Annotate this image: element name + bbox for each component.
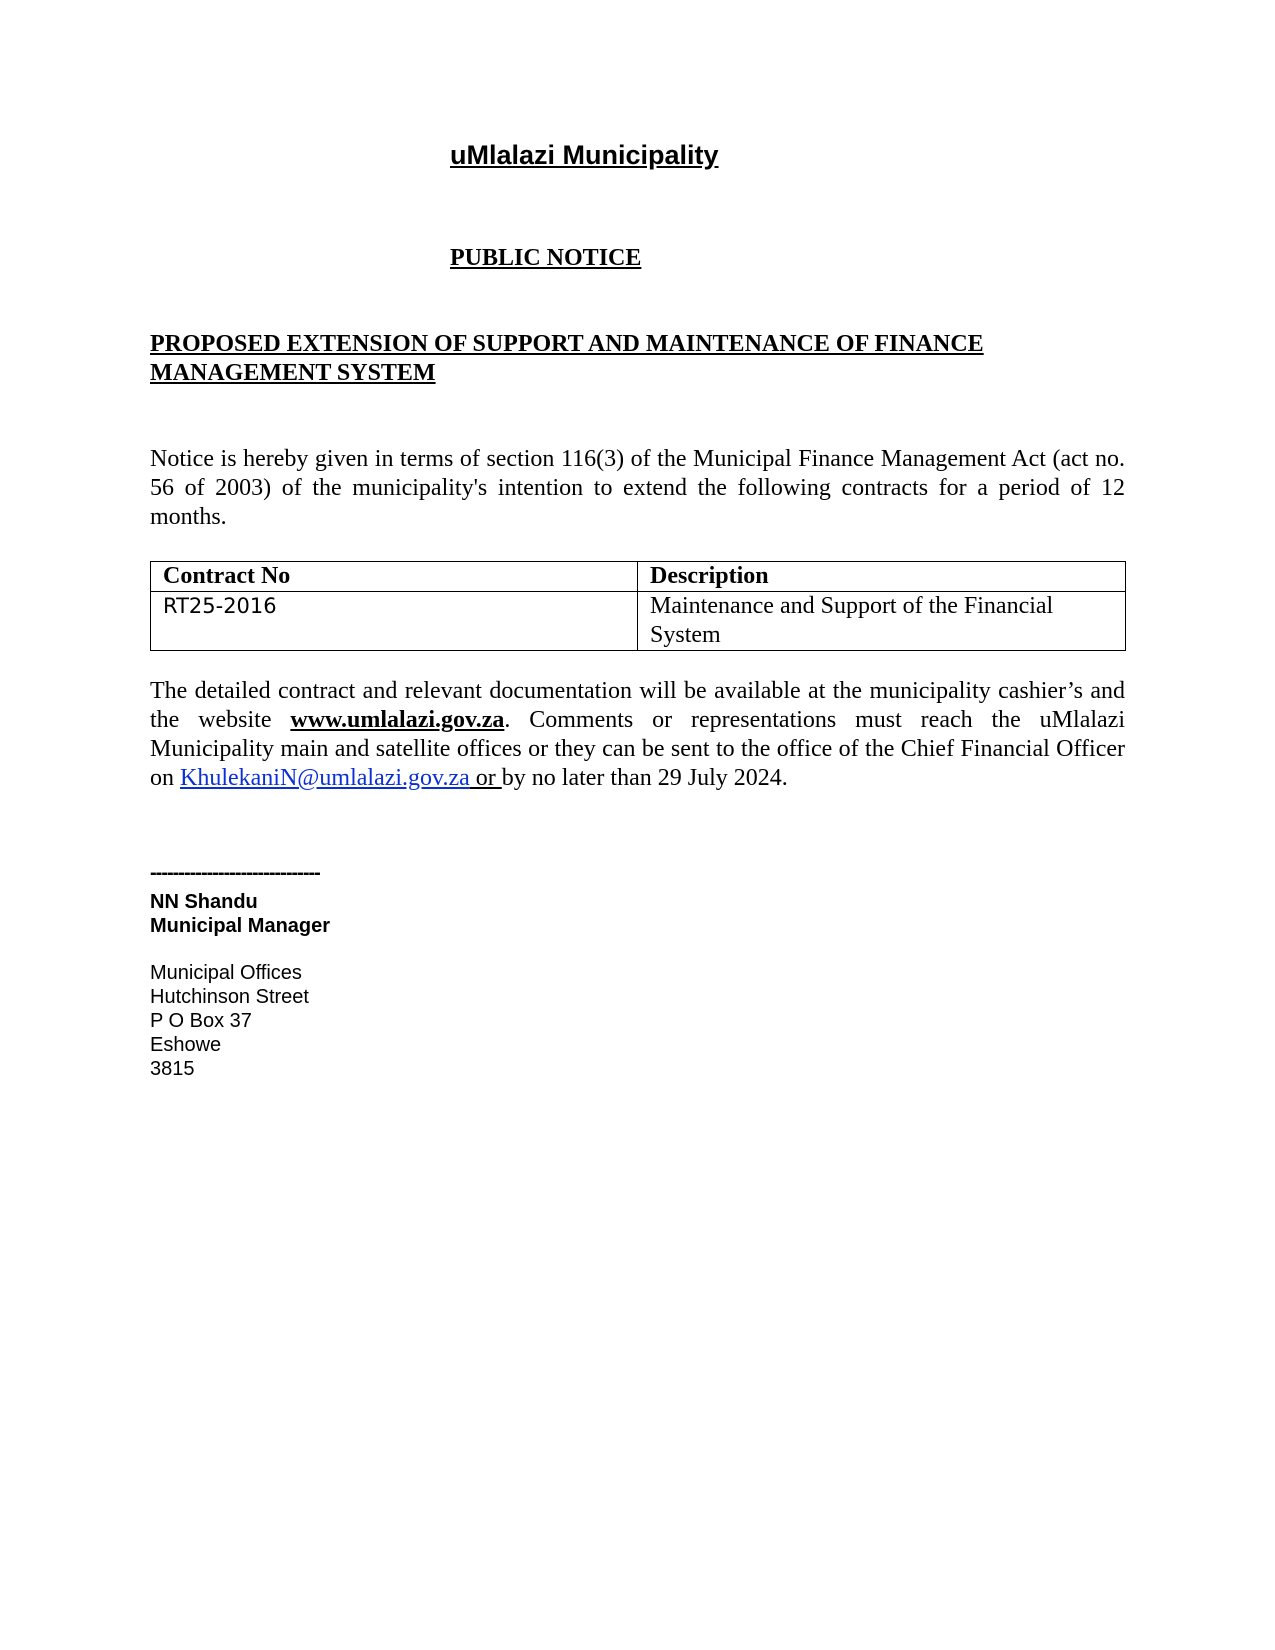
signature-line: ------------------------------ — [150, 862, 320, 884]
address-line: P O Box 37 — [150, 1010, 252, 1032]
contract-no-cell — [151, 592, 638, 651]
notice-label: PUBLIC NOTICE — [450, 245, 642, 271]
signer-title: Municipal Manager — [150, 915, 331, 937]
description-cell: Maintenance and Support of the Financial System — [638, 592, 1126, 651]
notice-heading: PROPOSED EXTENSION OF SUPPORT AND MAINTENANCE OF FINANCE MANAGEMENT SYSTEM — [150, 331, 984, 386]
contracts-table — [150, 561, 1126, 651]
or-text: or — [469, 765, 502, 791]
organization-title: uMlalazi Municipality — [450, 140, 719, 170]
header-description: Description — [638, 562, 1126, 592]
table-header-row — [151, 562, 1126, 592]
email-link[interactable]: KhulekaniN@umlalazi.gov.za — [180, 765, 470, 791]
address-line: 3815 — [150, 1058, 195, 1080]
intro-paragraph: Notice is hereby given in terms of section 116(3) of the Municipal Finance Management Act (act no. 56 of 2003) of the municipality's intention to extend the following contracts for a period of 12 months. — [150, 446, 1125, 530]
signer-name: NN Shandu — [150, 891, 258, 913]
header-contract-no: Contract No — [151, 562, 638, 592]
closing-paragraph — [150, 677, 1125, 793]
address-block — [150, 961, 309, 1081]
signer-block — [150, 890, 330, 938]
website-link[interactable]: www.umlalazi.gov.za — [290, 707, 505, 733]
address-line: Eshowe — [150, 1034, 222, 1056]
closing-text-2: . Comments or representations must reach the uMlalazi Municipality main and satellite offices or they can be sent to the office of the Chief Financial Officer on — [150, 707, 1125, 791]
table-row — [151, 592, 1126, 651]
contract-no-value: RT25-2016 — [163, 594, 277, 618]
address-line: Hutchinson Street — [150, 986, 309, 1008]
address-line: Municipal Offices — [150, 962, 302, 984]
closing-text-3: by no later than 29 July 2024. — [501, 765, 788, 791]
closing-text-1: The detailed contract and relevant documentation will be available at the municipality cashier’s and the website — [150, 678, 1125, 733]
